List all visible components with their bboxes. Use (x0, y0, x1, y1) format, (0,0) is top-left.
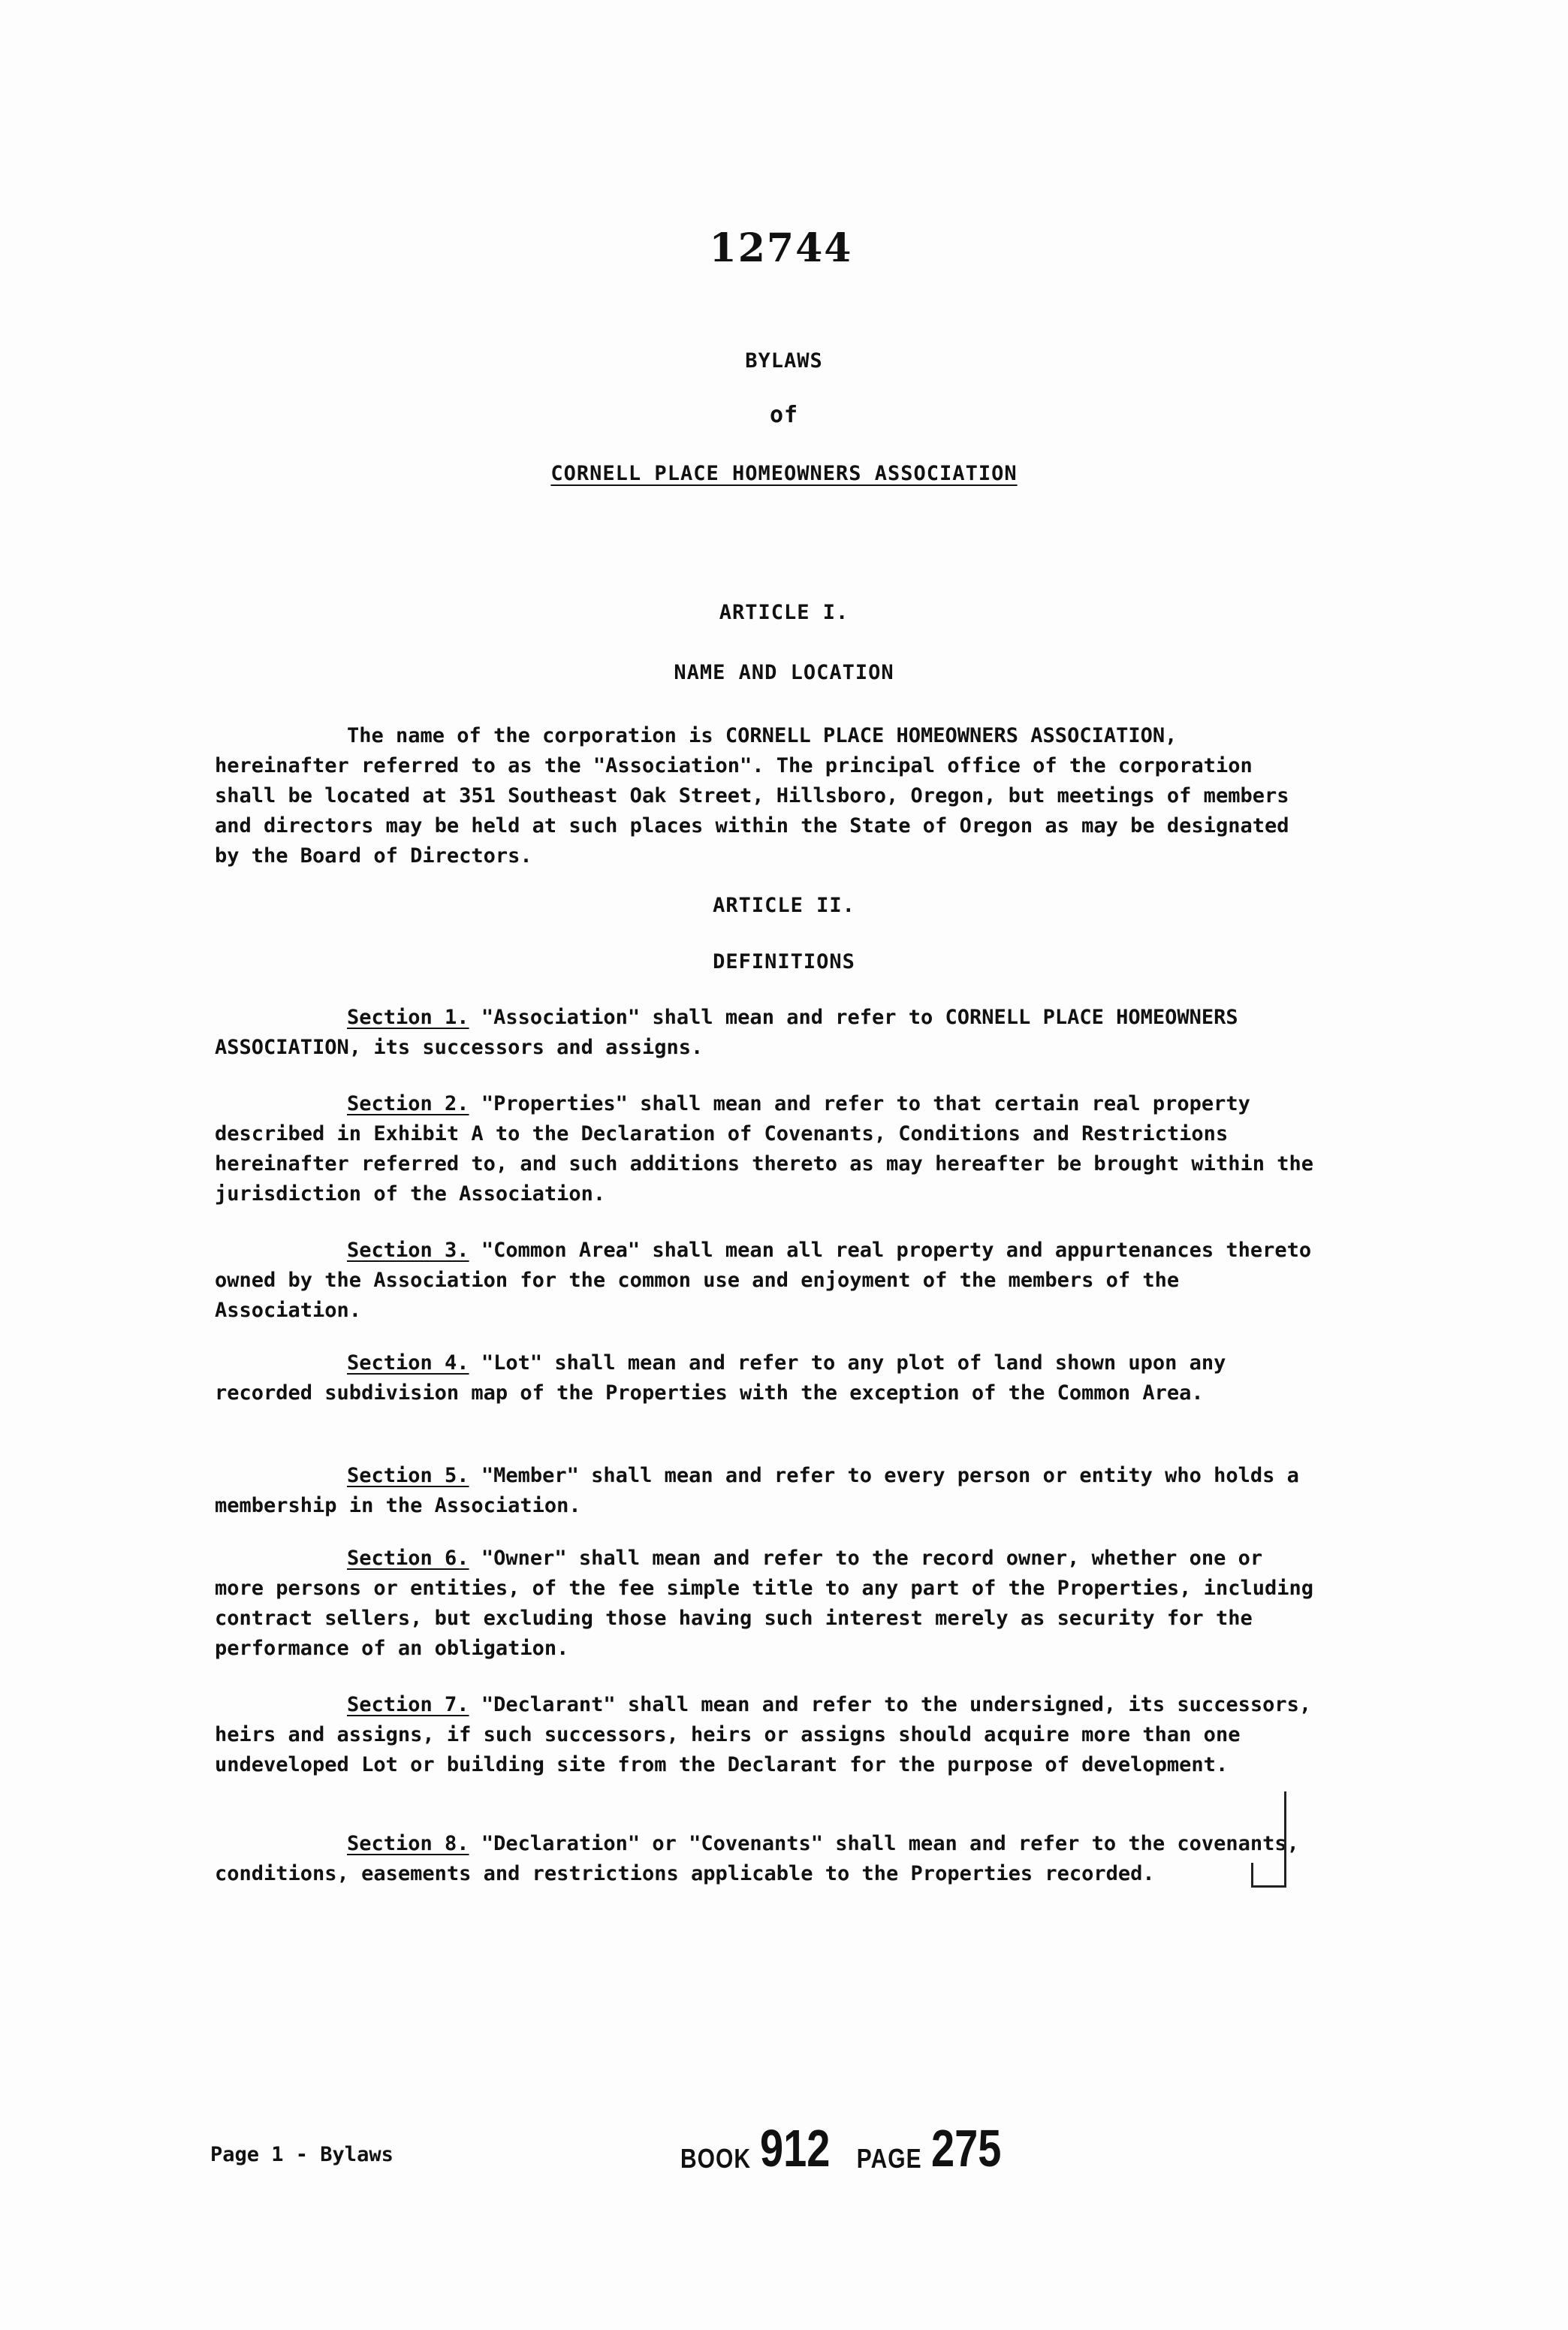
section-text: "Declaration" or "Covenants" shall mean and refer to the covenants, conditions, easements and restrictions applicable to the Properties recorded. (215, 1832, 1312, 1885)
section-label: Section 5. (347, 1464, 469, 1487)
bylaws-title: BYLAWS (745, 349, 823, 373)
section-2 (215, 1089, 1326, 1209)
section-label: Section 4. (347, 1351, 469, 1375)
section-label: Section 8. (347, 1832, 469, 1855)
section-3 (215, 1236, 1324, 1326)
section-7 (215, 1690, 1324, 1780)
section-text: "Declarant" shall mean and refer to the undersigned, its successors, heirs and assigns, if such successors, heirs or assigns should acquire more than one undeveloped Lot or building site from the Declarant for the purpose of development. (215, 1693, 1324, 1776)
of-text: of (769, 402, 799, 428)
section-6 (215, 1544, 1326, 1664)
section-text: "Member" shall mean and refer to every person or entity who holds a membership in the Association. (215, 1464, 1312, 1517)
section-label: Section 6. (347, 1547, 469, 1570)
section-5 (215, 1461, 1319, 1521)
section-label: Section 1. (347, 1006, 469, 1029)
section-label: Section 7. (347, 1693, 469, 1716)
article-1-body-text: The name of the corporation is CORNELL PLACE HOMEOWNERS ASSOCIATION, hereinafter referred to as the "Association". The principal office of the corporation shall be located at 351 Southeast Oak Street, Hillsboro, Oregon, but meetings of members and directors may be held at such places within the State of Oregon as may be designated by the Board of Directors. (215, 724, 1301, 868)
margin-bracket-mark (1251, 1863, 1273, 1888)
section-text: "Association" shall mean and refer to CORNELL PLACE HOMEOWNERS ASSOCIATION, its successors and assigns. (215, 1006, 1250, 1059)
article-2-heading: ARTICLE II. (713, 894, 855, 917)
section-text: "Properties" shall mean and refer to that certain real property described in Exhibit A to the Declaration of Covenants, Conditions and Restrictions hereinafter referred to, and such additions thereto as may hereafter be brought within the jurisdiction of the Association. (215, 1092, 1326, 1206)
page-number: 275 (930, 2119, 1002, 2178)
section-label: Section 2. (347, 1092, 469, 1115)
association-name-line (0, 462, 1568, 485)
section-1 (215, 1003, 1319, 1063)
association-name: CORNELL PLACE HOMEOWNERS ASSOCIATION (550, 462, 1018, 485)
page-word: PAGE (856, 2144, 922, 2175)
article-1-subheading: NAME AND LOCATION (674, 661, 894, 684)
section-text: "Lot" shall mean and refer to any plot of land shown upon any recorded subdivision map of the Properties with the exception of the Common Area. (215, 1351, 1238, 1405)
document-number: 12744 (709, 225, 853, 271)
book-number: 912 (760, 2119, 831, 2178)
article-1-heading: ARTICLE I. (719, 601, 849, 624)
article-2-subheading: DEFINITIONS (713, 950, 855, 973)
book-label: BOOK (680, 2144, 751, 2175)
article-1-body (215, 721, 1319, 871)
section-label: Section 3. (347, 1239, 469, 1262)
section-text: "Owner" shall mean and refer to the record owner, whether one or more persons or entities, of the fee simple title to any part of the Properties, including contract sellers, but excluding those having such interest merely as security for the performance of an obligation. (215, 1547, 1326, 1660)
section-4 (215, 1348, 1319, 1408)
section-8 (215, 1829, 1319, 1889)
section-text: "Common Area" shall mean all real property and appurtenances thereto owned by the Association for the common use and enjoyment of the members of the Association. (215, 1239, 1324, 1322)
page-footer-label: Page 1 - Bylaws (210, 2143, 394, 2166)
book-page-stamp (680, 2118, 1018, 2178)
